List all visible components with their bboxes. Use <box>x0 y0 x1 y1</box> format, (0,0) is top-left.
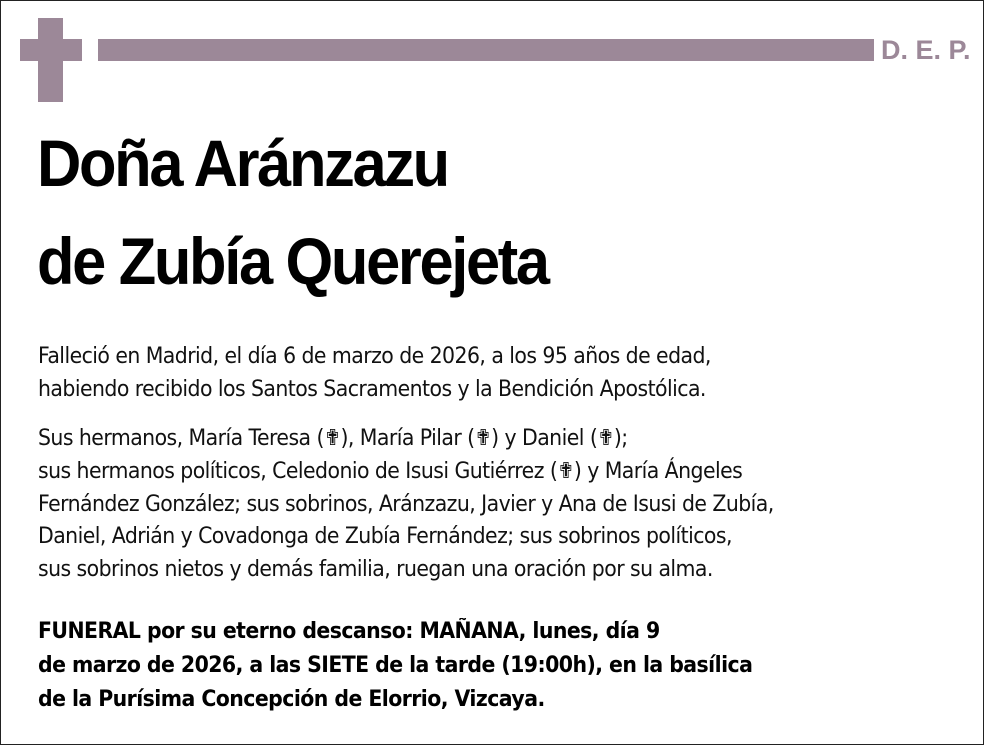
paragraph-line: de la Purísima Concepción de Elorrio, Vizcaya. <box>38 687 545 712</box>
deceased-name-line-2: de Zubía Querejeta <box>37 224 548 298</box>
paragraph-line: Falleció en Madrid, el día 6 de marzo de 2026, a los 95 años de edad, <box>38 344 711 369</box>
header-rule-bar <box>98 39 874 61</box>
paragraph-line: Sus hermanos, María Teresa (✟), María Pilar (✟) y Daniel (✟); <box>38 426 628 451</box>
deceased-name <box>37 114 548 310</box>
paragraph-line: sus hermanos políticos, Celedonio de Isusi Gutiérrez (✟) y María Ángeles <box>38 458 743 484</box>
paragraph-line: Daniel, Adrián y Covadonga de Zubía Fernández; sus sobrinos políticos, <box>38 524 732 550</box>
paragraph-line: de marzo de 2026, a las SIETE de la tarde (19:00h), en la basílica <box>38 653 753 678</box>
funeral-paragraph <box>38 615 752 717</box>
cross-horizontal-bar <box>20 39 82 61</box>
paragraph-line: sus sobrinos nietos y demás familia, ruegan una oración por su alma. <box>38 557 713 583</box>
deceased-name-line-1: Doña Aránzazu <box>37 126 448 200</box>
paragraph-line: habiendo recibido los Santos Sacramentos y la Bendición Apostólica. <box>38 377 706 402</box>
paragraph-line: FUNERAL por su eterno descanso: MAÑANA, lunes, día 9 <box>38 619 660 644</box>
paragraph-line: Fernández González; sus sobrinos, Aránzazu, Javier y Ana de Isusi de Zubía, <box>38 491 774 517</box>
family-paragraph <box>38 423 774 587</box>
death-announcement-paragraph <box>38 340 711 406</box>
dep-label: D. E. P. <box>881 35 971 65</box>
